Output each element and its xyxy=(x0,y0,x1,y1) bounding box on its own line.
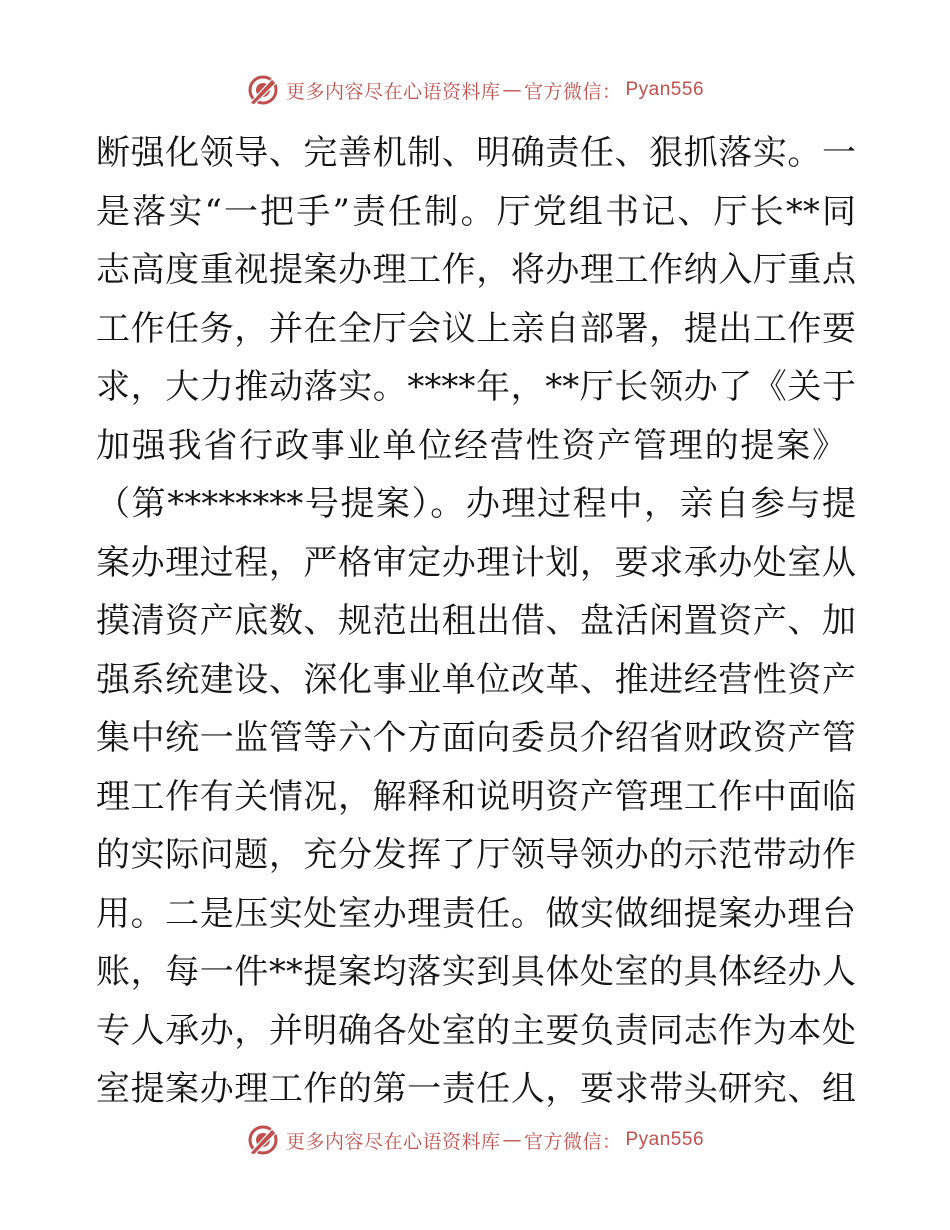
text-line: 工作任务，并在全厅会议上亲自部署，提出工作要 xyxy=(96,308,856,349)
watermark-separator: — xyxy=(502,79,522,101)
watermark-brand-text: 更多内容尽在心语资料库 xyxy=(285,1130,501,1153)
text-line: 案办理过程，严格审定办理计划，要求承办处室从 xyxy=(96,542,856,583)
text-line: 的实际问题，充分发挥了厅领导领办的示范带动作 xyxy=(96,835,856,875)
text-line: 账，每一件**提案均落实到具体处室的具体经办人 xyxy=(96,952,856,992)
header-watermark xyxy=(0,70,950,110)
text-line: 志高度重视提案办理工作，将办理工作纳入厅重点 xyxy=(96,250,856,290)
text-line: 求，大力推动落实。****年，**厅长领办了《关于 xyxy=(96,367,856,407)
text-line: （第********号提案）。办理过程中，亲自参与提 xyxy=(96,484,856,524)
watermark-account-id: Pyan556 xyxy=(625,1129,705,1150)
document-body xyxy=(96,124,856,1119)
watermark-official-label: 官方微信： xyxy=(523,80,622,103)
watermark-account-id: Pyan556 xyxy=(625,79,705,100)
pen-logo-icon xyxy=(246,73,280,107)
text-line: 摸清资产底数、规范出租出借、盘活闲置资产、加 xyxy=(96,601,856,641)
footer-watermark xyxy=(0,1120,950,1160)
watermark-brand-text: 更多内容尽在心语资料库 xyxy=(285,80,501,103)
watermark-official-label: 官方微信： xyxy=(523,1130,622,1153)
watermark-separator: — xyxy=(502,1129,522,1151)
text-line: 是落实“一把手”责任制。厅党组书记、厅长**同 xyxy=(96,191,856,232)
text-line: 断强化领导、完善机制、明确责任、狠抓落实。一 xyxy=(96,133,856,173)
text-line: 专人承办，并明确各处室的主要负责同志作为本处 xyxy=(96,1010,856,1051)
text-line: 理工作有关情况，解释和说明资产管理工作中面临 xyxy=(96,776,856,817)
text-line: 加强我省行政事业单位经营性资产管理的提案》 xyxy=(96,425,848,466)
text-line: 室提案办理工作的第一责任人，要求带头研究、组 xyxy=(96,1069,856,1109)
text-line: 强系统建设、深化事业单位改革、推进经营性资产 xyxy=(96,659,856,700)
text-line: 用。二是压实处室办理责任。做实做细提案办理台 xyxy=(96,893,856,934)
pen-logo-icon xyxy=(246,1123,280,1157)
text-line: 集中统一监管等六个方面向委员介绍省财政资产管 xyxy=(96,718,856,758)
